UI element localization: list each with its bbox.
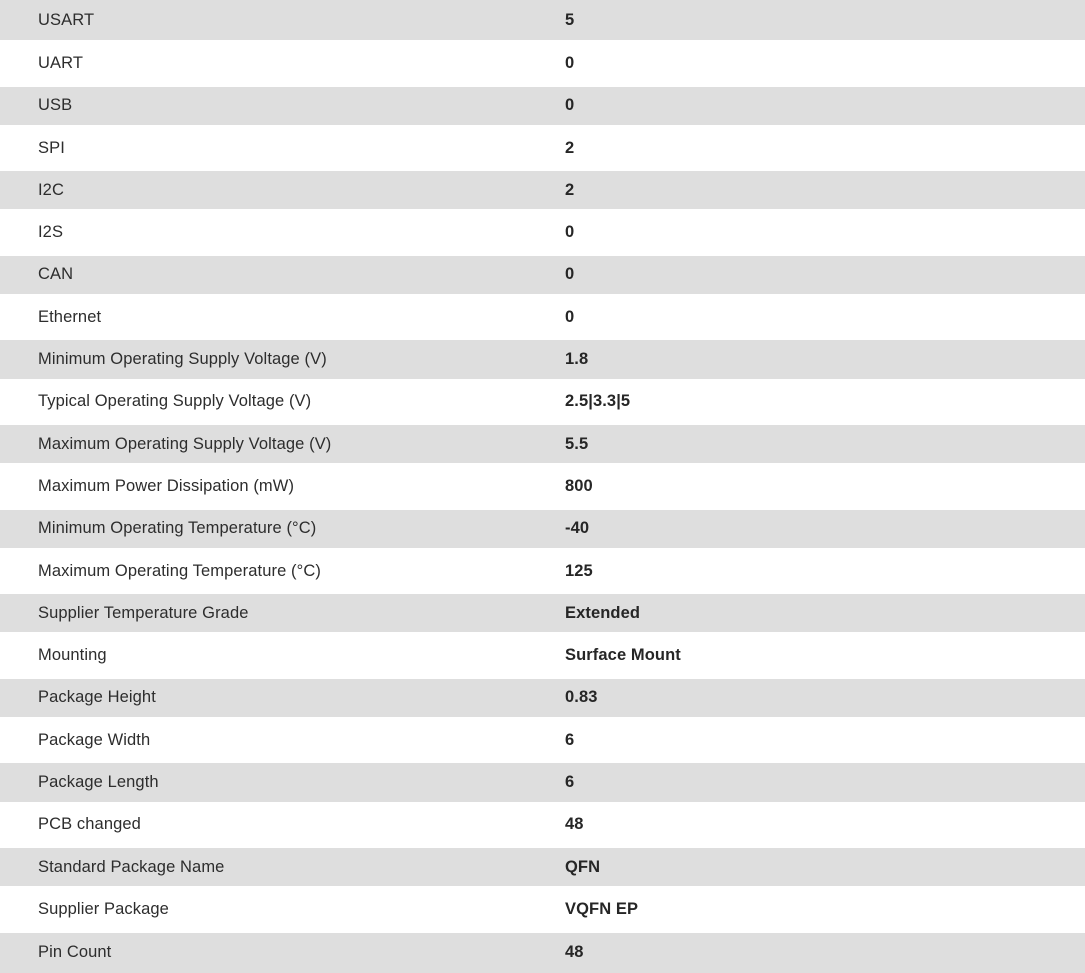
spec-label: Package Length	[38, 772, 159, 791]
spec-value: 5.5	[565, 434, 589, 453]
table-row	[0, 338, 1085, 380]
spec-value: 2	[565, 138, 575, 157]
table-row	[0, 508, 1085, 550]
spec-value: 1.8	[565, 350, 589, 369]
table-row	[0, 465, 1085, 507]
spec-value: 0	[565, 223, 575, 242]
table-row	[0, 592, 1085, 634]
table-row	[0, 804, 1085, 846]
table-row	[0, 42, 1085, 84]
table-row	[0, 381, 1085, 423]
spec-value: 0	[565, 96, 575, 115]
spec-label: SPI	[38, 138, 65, 157]
table-row	[0, 85, 1085, 127]
spec-value: VQFN EP	[565, 899, 639, 918]
spec-label: Maximum Power Dissipation (mW)	[38, 476, 295, 495]
spec-label: Maximum Operating Temperature (°C)	[38, 561, 321, 580]
table-row	[0, 761, 1085, 803]
table-row	[0, 423, 1085, 465]
spec-value: QFN	[565, 857, 601, 876]
spec-value: 0	[565, 265, 575, 284]
table-row	[0, 888, 1085, 930]
spec-label: I2C	[38, 180, 64, 199]
spec-label: Minimum Operating Supply Voltage (V)	[38, 350, 327, 369]
table-row	[0, 0, 1085, 42]
spec-label: Ethernet	[38, 307, 102, 326]
spec-label: Pin Count	[38, 943, 112, 962]
table-row	[0, 719, 1085, 761]
spec-label: CAN	[38, 265, 74, 284]
spec-label: Standard Package Name	[38, 857, 225, 876]
table-row	[0, 677, 1085, 719]
spec-value: 2.5|3.3|5	[565, 392, 631, 411]
spec-label: Package Height	[38, 688, 156, 707]
spec-label: Package Width	[38, 730, 151, 749]
spec-value: 0	[565, 307, 575, 326]
spec-label: USART	[38, 10, 95, 29]
table-row	[0, 127, 1085, 169]
table-row	[0, 550, 1085, 592]
spec-label: Typical Operating Supply Voltage (V)	[38, 392, 312, 411]
spec-label: UART	[38, 53, 84, 72]
spec-value: 125	[565, 561, 593, 580]
spec-label: Mounting	[38, 646, 107, 665]
table-row	[0, 254, 1085, 296]
spec-value: 6	[565, 730, 575, 749]
table-row	[0, 931, 1085, 973]
spec-label: Maximum Operating Supply Voltage (V)	[38, 434, 332, 453]
spec-value: Extended	[565, 603, 641, 622]
spec-value: 0	[565, 53, 575, 72]
spec-label: I2S	[38, 223, 64, 242]
table-row	[0, 169, 1085, 211]
spec-value: 48	[565, 943, 584, 962]
spec-value: Surface Mount	[565, 646, 681, 665]
spec-value: 0.83	[565, 688, 598, 707]
spec-value: -40	[565, 519, 590, 538]
spec-label: Supplier Package	[38, 899, 169, 918]
table-row	[0, 211, 1085, 253]
spec-label: Supplier Temperature Grade	[38, 603, 249, 622]
spec-value: 5	[565, 10, 575, 29]
table-row	[0, 296, 1085, 338]
spec-value: 2	[565, 180, 575, 199]
table-row	[0, 634, 1085, 676]
table-row	[0, 846, 1085, 888]
spec-label: USB	[38, 96, 73, 115]
spec-value: 800	[565, 476, 593, 495]
spec-value: 6	[565, 772, 575, 791]
spec-value: 48	[565, 815, 584, 834]
spec-label: PCB changed	[38, 815, 141, 834]
spec-label: Minimum Operating Temperature (°C)	[38, 519, 317, 538]
